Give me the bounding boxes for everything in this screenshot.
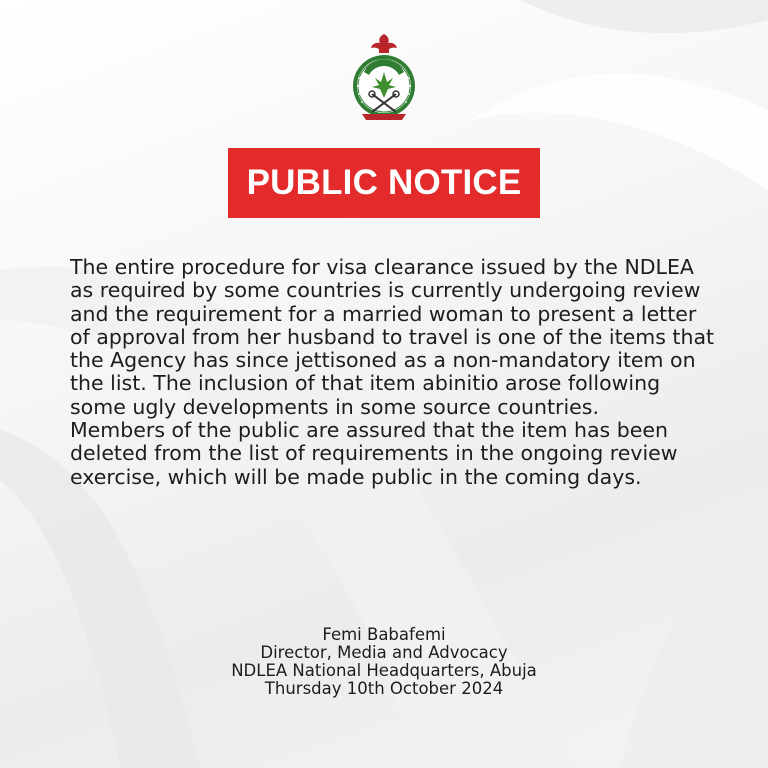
- notice-paragraph-2: Members of the public are assured that the item has been deleted from the list of requirements in the ongoing review exercise, which will be made public in the coming days.: [70, 418, 678, 489]
- signatory-office: NDLEA National Headquarters, Abuja: [231, 661, 537, 680]
- notice-date: Thursday 10th October 2024: [264, 679, 504, 698]
- signature-block: [184, 626, 584, 698]
- notice-title: PUBLIC NOTICE: [246, 163, 522, 202]
- public-notice-banner: [228, 148, 540, 218]
- ndlea-crest-icon: [350, 32, 418, 124]
- notice-paragraph-1: The entire procedure for visa clearance issued by the NDLEA as required by some countries is currently undergoing review and the requirement for a married woman to present a letter of approval from her husband to travel is one of the items that the Agency has since jettisoned as a non-mandatory item on the list. The inclusion of that item abinitio arose following some ugly developments in some source countries.: [70, 255, 715, 419]
- signatory-title: Director, Media and Advocacy: [260, 643, 508, 662]
- signatory-name: Femi Babafemi: [322, 625, 446, 644]
- notice-body: [70, 256, 720, 489]
